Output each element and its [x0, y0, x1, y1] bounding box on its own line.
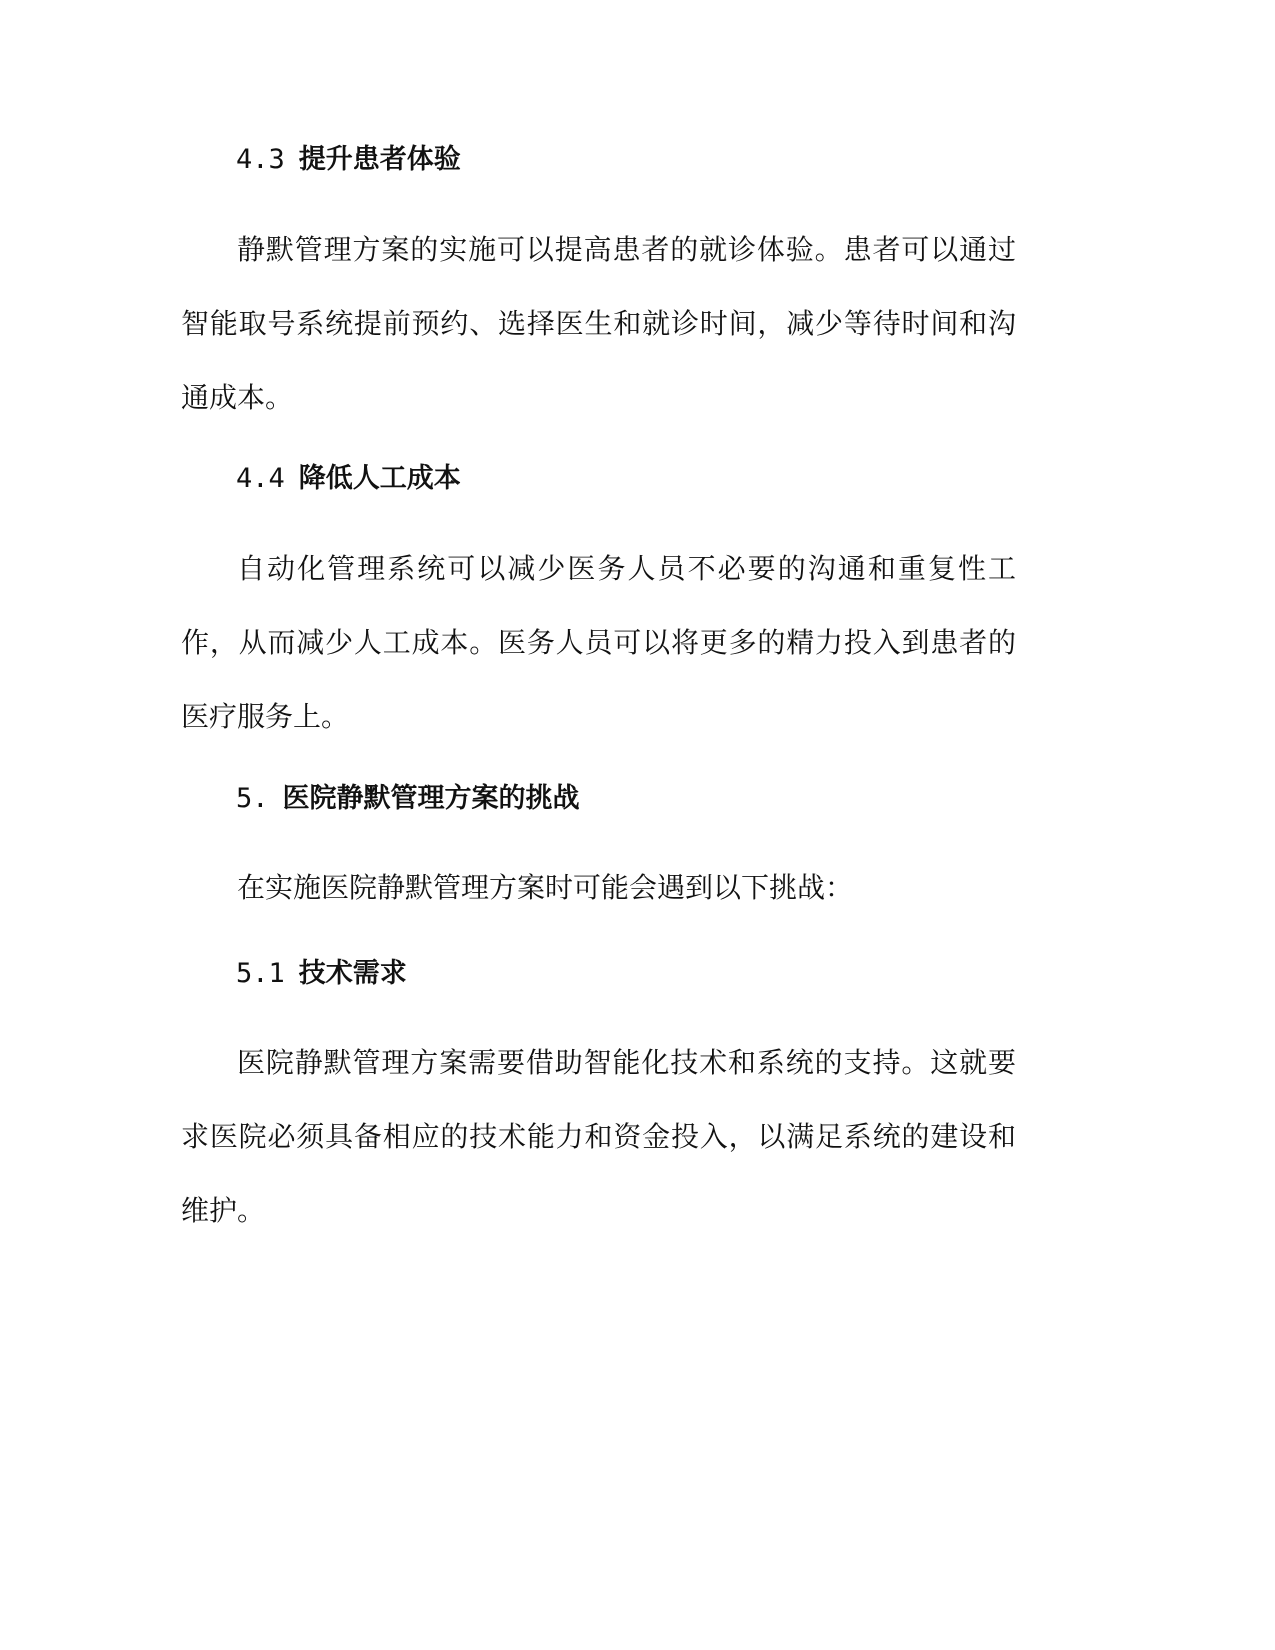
- section-title: 医院静默管理方案的挑战: [282, 783, 580, 814]
- section-title: 提升患者体验: [298, 144, 461, 175]
- section-title: 技术需求: [298, 958, 407, 989]
- section-heading-5: [181, 783, 1071, 815]
- paragraph-5: 在实施医院静默管理方案时可能会遇到以下挑战：: [237, 871, 854, 904]
- section-heading-5-1: [181, 958, 1071, 990]
- section-heading-4-3: [181, 144, 1071, 176]
- paragraph-4-4: 自动化管理系统可以减少医务人员不必要的沟通和重复性工作，从而减少人工成本。医务人员可以将更多的精力投入到患者的医疗服务上。: [181, 552, 1016, 733]
- section-title: 降低人工成本: [298, 463, 461, 494]
- section-number: 5.1: [236, 958, 285, 989]
- section-heading-4-4: [181, 463, 1071, 495]
- section-number: 5.: [236, 783, 269, 814]
- section-number: 4.4: [236, 463, 285, 494]
- paragraph-4-3: 静默管理方案的实施可以提高患者的就诊体验。患者可以通过智能取号系统提前预约、选择医生和就诊时间，减少等待时间和沟通成本。: [181, 233, 1016, 414]
- paragraph-5-1: 医院静默管理方案需要借助智能化技术和系统的支持。这就要求医院必须具备相应的技术能力和资金投入，以满足系统的建设和维护。: [181, 1046, 1016, 1227]
- section-number: 4.3: [236, 144, 285, 175]
